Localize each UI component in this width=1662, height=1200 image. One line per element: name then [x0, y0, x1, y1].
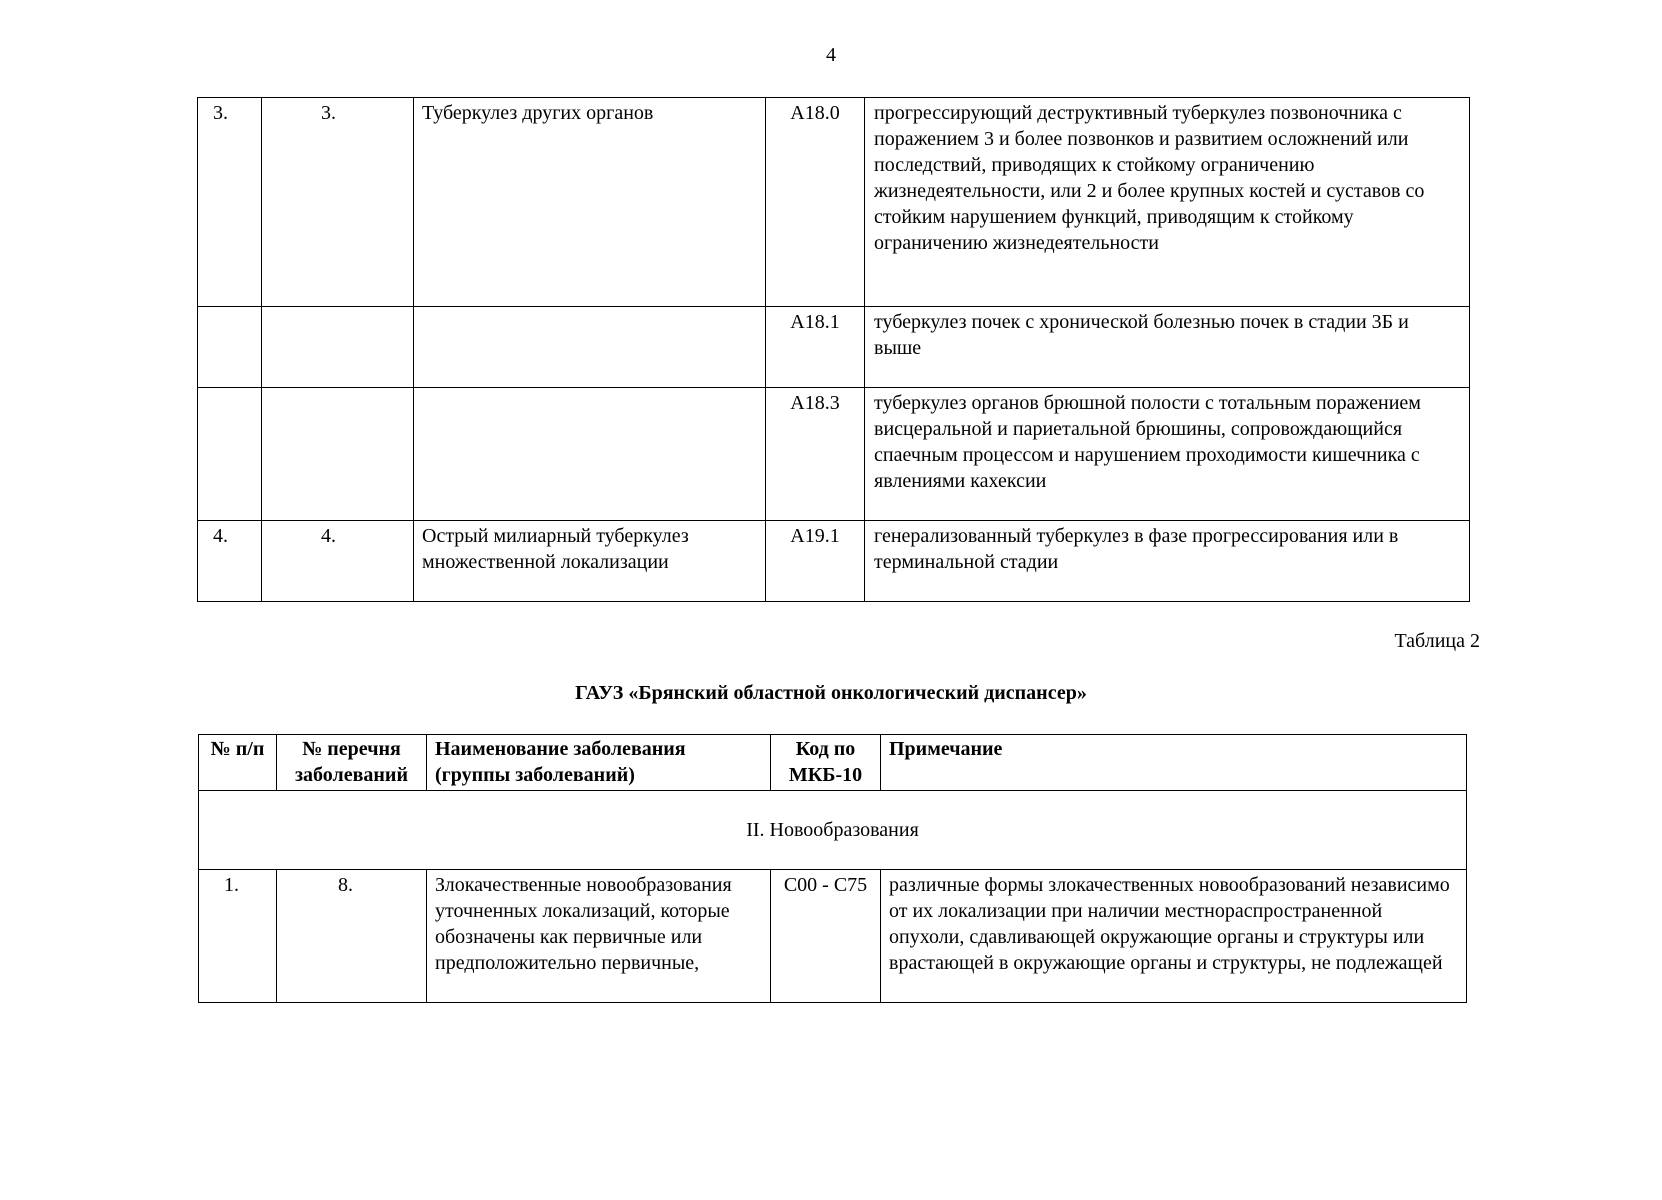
section-row	[199, 791, 1467, 870]
table-row	[198, 521, 1470, 602]
list-number	[262, 388, 414, 521]
note: различные формы злокачественных новообразований независимо от их локализации при наличии местнораспространенной опухоли, сдавливающей окружающие органы и структуры или врастающей в окружающие органы и структуры, не подлежащей	[881, 870, 1467, 1003]
header-note: Примечание	[881, 735, 1467, 791]
note: туберкулез органов брюшной полости с тотальным поражением висцеральной и париетальной брюшины, сопровождающийся спаечным процессом и нарушением проходимости кишечника с явлениями кахексии	[865, 388, 1470, 521]
list-number: 8.	[277, 870, 427, 1003]
icd-code: A18.0	[766, 98, 865, 307]
icd-code: A18.1	[766, 307, 865, 388]
note: туберкулез почек с хронической болезнью почек в стадии 3Б и выше	[865, 307, 1470, 388]
disease-table-oncology	[198, 734, 1467, 1003]
disease-name: Острый милиарный туберкулез множественной локализации	[414, 521, 766, 602]
table-header-row	[199, 735, 1467, 791]
row-number	[198, 388, 262, 521]
header-icd-code: Код по МКБ-10	[771, 735, 881, 791]
note: прогрессирующий деструктивный туберкулез позвоночника с поражением 3 и более позвонков и развитием осложнений или последствий, приводящих к стойкому ограничению жизнедеятельности, или 2 и более крупных костей и суставов со стойким нарушением функций, приводящим к стойкому ограничению жизнедеятельности	[865, 98, 1470, 307]
disease-name: Туберкулез других органов	[414, 98, 766, 307]
list-number: 4.	[262, 521, 414, 602]
note: генерализованный туберкулез в фазе прогрессирования или в терминальной стадии	[865, 521, 1470, 602]
list-number	[262, 307, 414, 388]
section-title: II. Новообразования	[199, 791, 1467, 870]
icd-code: A19.1	[766, 521, 865, 602]
row-number: 3.	[198, 98, 262, 307]
table-row	[199, 870, 1467, 1003]
header-row-number: № п/п	[199, 735, 277, 791]
header-disease-name: Наименование заболевания (группы заболеваний)	[427, 735, 771, 791]
row-number: 1.	[199, 870, 277, 1003]
disease-table-tuberculosis	[197, 97, 1470, 602]
table-row	[198, 388, 1470, 521]
row-number: 4.	[198, 521, 262, 602]
header-list-number: № перечня заболеваний	[277, 735, 427, 791]
page-number: 4	[826, 44, 836, 66]
table-label: Таблица 2	[1394, 630, 1480, 652]
table-row	[198, 98, 1470, 307]
icd-code: A18.3	[766, 388, 865, 521]
list-number: 3.	[262, 98, 414, 307]
row-number	[198, 307, 262, 388]
icd-code: C00 - C75	[771, 870, 881, 1003]
disease-name: Злокачественные новообразования уточненных локализаций, которые обозначены как первичные или предположительно первичные,	[427, 870, 771, 1003]
table-row	[198, 307, 1470, 388]
disease-name	[414, 388, 766, 521]
disease-name	[414, 307, 766, 388]
table-title: ГАУЗ «Брянский областной онкологический диспансер»	[575, 682, 1087, 704]
